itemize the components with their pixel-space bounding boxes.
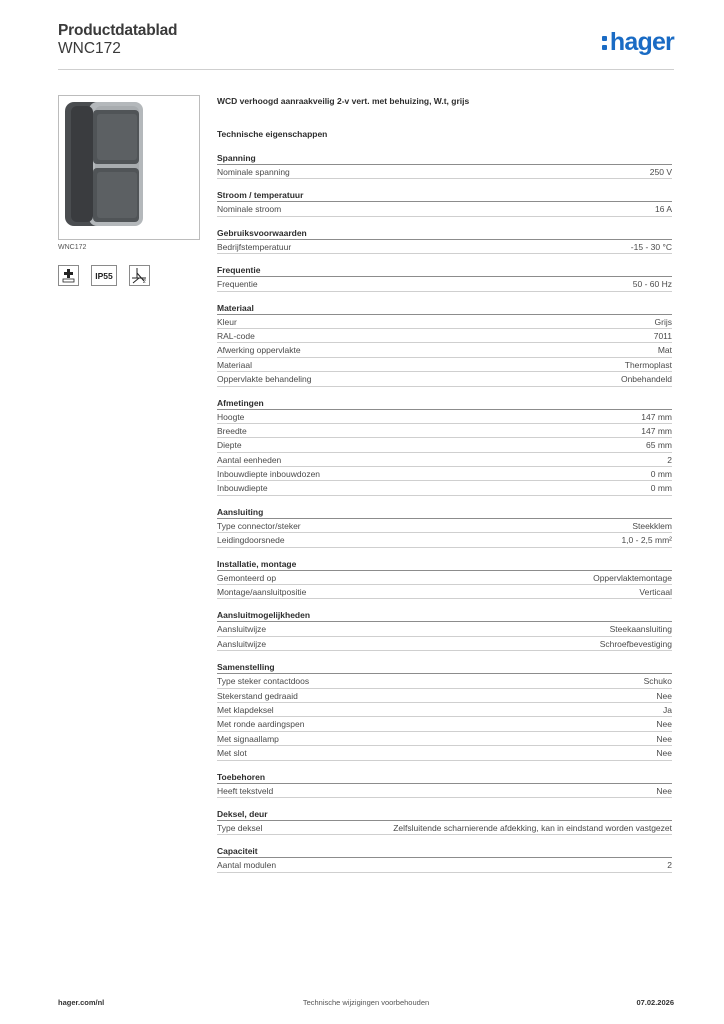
logo-text: hager bbox=[609, 27, 674, 56]
spec-value: 50 - 60 Hz bbox=[632, 279, 672, 290]
product-description: WCD verhoogd aanraakveilig 2-v vert. met behuizing, W.t, grijs bbox=[217, 96, 470, 106]
plug-symbol-icon bbox=[58, 265, 79, 286]
spec-value: 250 V bbox=[649, 167, 672, 177]
spec-section bbox=[217, 770, 672, 798]
spec-value: 65 mm bbox=[646, 440, 672, 451]
section-title: Materiaal bbox=[217, 301, 672, 315]
spec-label: Diepte bbox=[217, 440, 242, 451]
spec-value: Ja bbox=[663, 704, 672, 715]
spec-label: Afwerking oppervlakte bbox=[217, 345, 301, 356]
spec-row bbox=[217, 481, 672, 495]
certification-icons bbox=[58, 265, 150, 286]
spec-row bbox=[217, 821, 672, 835]
section-title: Afmetingen bbox=[217, 396, 672, 410]
spec-label: Nominale spanning bbox=[217, 167, 290, 177]
spec-label: Aansluitwijze bbox=[217, 638, 267, 649]
spec-label: Materiaal bbox=[217, 359, 252, 370]
product-image-caption: WNC172 bbox=[58, 244, 87, 251]
spec-label: Kleur bbox=[217, 316, 237, 327]
spec-value: Nee bbox=[656, 719, 672, 730]
spec-row bbox=[217, 637, 672, 651]
spec-row bbox=[217, 329, 672, 343]
section-title: Capaciteit bbox=[217, 844, 672, 858]
spec-section bbox=[217, 263, 672, 291]
footer-date: 07.02.2026 bbox=[636, 998, 674, 1007]
spec-value: Mat bbox=[657, 345, 672, 356]
section-title: Frequentie bbox=[217, 263, 672, 277]
spec-value: Schuko bbox=[643, 676, 672, 687]
section-title: Toebehoren bbox=[217, 770, 672, 784]
spec-label: Montage/aansluitpositie bbox=[217, 587, 307, 598]
spec-label: Type steker contactdoos bbox=[217, 676, 310, 687]
svg-text:2: 2 bbox=[143, 279, 146, 284]
spec-row bbox=[217, 358, 672, 372]
section-title: Spanning bbox=[217, 151, 672, 165]
spec-label: Inbouwdiepte inbouwdozen bbox=[217, 469, 321, 480]
spec-value: Steekklem bbox=[632, 520, 672, 531]
section-title: Installatie, montage bbox=[217, 557, 672, 571]
spec-label: Hoogte bbox=[217, 411, 245, 422]
spec-value: 2 bbox=[667, 860, 672, 871]
spec-section bbox=[217, 608, 672, 651]
page-footer bbox=[58, 998, 674, 1010]
footer-website-link[interactable]: hager.com/nl bbox=[58, 998, 105, 1007]
spec-value: 1,0 - 2,5 mm² bbox=[621, 535, 672, 546]
product-image bbox=[59, 96, 199, 239]
spec-label: Aansluitwijze bbox=[217, 624, 267, 635]
spec-label: Heeft tekstveld bbox=[217, 785, 274, 796]
spec-value: -15 - 30 °C bbox=[630, 241, 672, 252]
spec-row bbox=[217, 519, 672, 533]
spec-row bbox=[217, 343, 672, 357]
spec-row bbox=[217, 858, 672, 872]
spec-value: Grijs bbox=[654, 316, 672, 327]
spec-row bbox=[217, 424, 672, 438]
spec-label: RAL-code bbox=[217, 330, 255, 341]
spec-label: Oppervlakte behandeling bbox=[217, 374, 312, 385]
spec-row bbox=[217, 453, 672, 467]
spec-row bbox=[217, 746, 672, 760]
spec-label: Bedrijfstemperatuur bbox=[217, 241, 292, 252]
spec-label: Met ronde aardingspen bbox=[217, 719, 305, 730]
tech-heading: Technische eigenschappen bbox=[217, 129, 328, 139]
spec-row bbox=[217, 240, 672, 254]
spec-row bbox=[217, 315, 672, 329]
spec-row bbox=[217, 372, 672, 386]
spec-value: 0 mm bbox=[650, 483, 672, 494]
spec-section bbox=[217, 301, 672, 387]
section-title: Gebruiksvoorwaarden bbox=[217, 226, 672, 240]
spec-label: Aantal modulen bbox=[217, 860, 277, 871]
spec-content bbox=[217, 95, 672, 882]
hager-logo[interactable] bbox=[602, 27, 674, 57]
spec-label: Gemonteerd op bbox=[217, 572, 277, 583]
spec-label: Nominale stroom bbox=[217, 204, 282, 215]
spec-value: Nee bbox=[656, 690, 672, 701]
section-title: Samenstelling bbox=[217, 660, 672, 674]
spec-value: 147 mm bbox=[641, 425, 672, 436]
spec-sections bbox=[217, 151, 672, 873]
spec-section bbox=[217, 660, 672, 760]
spec-row bbox=[217, 571, 672, 585]
spec-section bbox=[217, 226, 672, 254]
spec-value: 147 mm bbox=[641, 411, 672, 422]
spec-label: Aantal eenheden bbox=[217, 454, 282, 465]
spec-label: Met klapdeksel bbox=[217, 704, 274, 715]
spec-row bbox=[217, 703, 672, 717]
spec-value: Verticaal bbox=[639, 587, 672, 598]
spec-label: Type connector/steker bbox=[217, 520, 301, 531]
mounting-symbol-icon bbox=[129, 265, 150, 286]
spec-row bbox=[217, 202, 672, 216]
spec-label: Type deksel bbox=[217, 822, 263, 833]
spec-row bbox=[217, 277, 672, 291]
spec-value: Nee bbox=[656, 748, 672, 759]
page-header bbox=[58, 20, 674, 70]
spec-row bbox=[217, 784, 672, 798]
section-title: Aansluitmogelijkheden bbox=[217, 608, 672, 622]
spec-value: Schroefbevestiging bbox=[599, 638, 672, 649]
spec-row bbox=[217, 533, 672, 547]
spec-value: Onbehandeld bbox=[620, 374, 672, 385]
spec-row bbox=[217, 689, 672, 703]
spec-value: Nee bbox=[656, 733, 672, 744]
logo-dots-icon bbox=[602, 31, 608, 53]
section-title: Stroom / temperatuur bbox=[217, 188, 672, 202]
spec-row bbox=[217, 438, 672, 452]
spec-label: Stekerstand gedraaid bbox=[217, 690, 298, 701]
footer-notice: Technische wijzigingen voorbehouden bbox=[302, 998, 430, 1007]
spec-row bbox=[217, 732, 672, 746]
spec-label: Frequentie bbox=[217, 279, 258, 290]
page-title: Productdatablad bbox=[58, 22, 178, 39]
spec-value: 0 mm bbox=[650, 469, 672, 480]
spec-label: Leidingdoorsnede bbox=[217, 535, 285, 546]
spec-section bbox=[217, 844, 672, 872]
spec-value: 16 A bbox=[654, 204, 672, 215]
spec-row bbox=[217, 674, 672, 688]
spec-section bbox=[217, 557, 672, 600]
spec-value: 7011 bbox=[653, 330, 672, 341]
ip-rating-badge: IP55 bbox=[91, 265, 117, 286]
spec-row bbox=[217, 467, 672, 481]
product-image-frame bbox=[58, 95, 200, 240]
spec-section bbox=[217, 807, 672, 835]
spec-value: Nee bbox=[656, 785, 672, 796]
spec-section bbox=[217, 151, 672, 179]
spec-value: Zelfsluitende scharnierende afdekking, kan in eindstand worden vastgezet bbox=[393, 822, 672, 833]
spec-label: Met signaallamp bbox=[217, 733, 279, 744]
spec-row bbox=[217, 410, 672, 424]
spec-row bbox=[217, 165, 672, 179]
spec-row bbox=[217, 622, 672, 636]
product-code-title: WNC172 bbox=[58, 40, 121, 57]
spec-row bbox=[217, 717, 672, 731]
spec-value: Thermoplast bbox=[624, 359, 672, 370]
section-title: Deksel, deur bbox=[217, 807, 672, 821]
spec-value: 2 bbox=[667, 454, 672, 465]
spec-value: Oppervlaktemontage bbox=[593, 572, 672, 583]
spec-section bbox=[217, 188, 672, 216]
spec-row bbox=[217, 585, 672, 599]
spec-section bbox=[217, 396, 672, 496]
spec-section bbox=[217, 505, 672, 548]
section-title: Aansluiting bbox=[217, 505, 672, 519]
spec-label: Met slot bbox=[217, 748, 247, 759]
spec-label: Breedte bbox=[217, 425, 247, 436]
spec-label: Inbouwdiepte bbox=[217, 483, 268, 494]
spec-value: Steekaansluiting bbox=[609, 624, 672, 635]
